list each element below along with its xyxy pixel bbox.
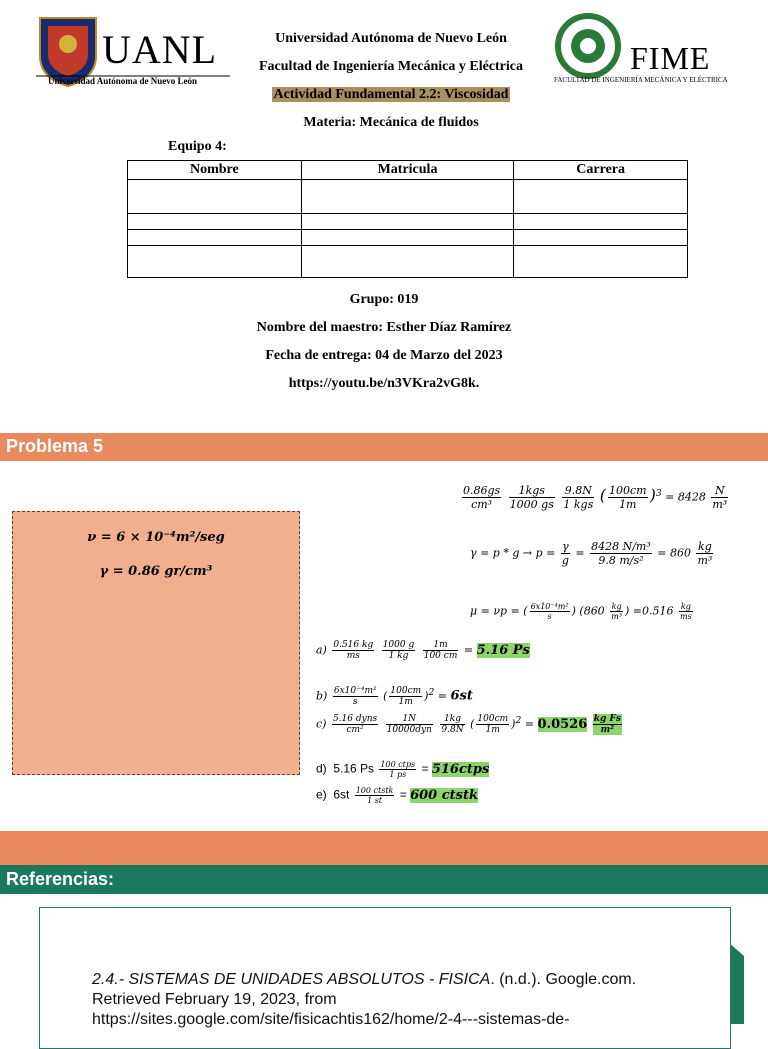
answer-a-label: a) xyxy=(316,643,327,657)
answer-d-result: 516ctps xyxy=(431,761,490,777)
table-cell xyxy=(128,214,302,230)
table-cell xyxy=(301,180,514,214)
answer-c-label: c) xyxy=(316,717,327,731)
table-cell xyxy=(514,230,688,246)
answer-d-label: d) xyxy=(316,761,327,776)
orange-divider-band xyxy=(0,831,768,865)
reference-entry xyxy=(92,970,712,1030)
table-row xyxy=(128,230,688,246)
uanl-logo-sub: Universidad Autónoma de Nuevo León xyxy=(48,76,198,86)
references-banner xyxy=(0,865,768,894)
answer-e-label: e) xyxy=(316,787,327,802)
teacher-name: Nombre del maestro: Esther Díaz Ramírez xyxy=(256,320,512,335)
table-cell xyxy=(514,246,688,278)
fime-logo-text: FIME xyxy=(630,40,711,76)
given-specific-weight: γ = 0.86 gr/cm³ xyxy=(99,564,213,579)
given-data-box xyxy=(12,511,300,775)
table-cell xyxy=(301,230,514,246)
university-name: Universidad Autónoma de Nuevo León xyxy=(275,31,507,46)
answer-d: d) 5.16 Ps $\frac{\text{100 ctps}}{1 ps}$ = 516ctps xyxy=(316,760,490,779)
table-cell xyxy=(128,180,302,214)
answer-b-result: 6st xyxy=(450,688,473,704)
table-cell xyxy=(514,214,688,230)
table-header-row xyxy=(128,161,688,180)
faculty-name: Facultad de Ingeniería Mecánica y Eléctrica xyxy=(259,59,523,74)
due-date: Fecha de entrega: 04 de Marzo del 2023 xyxy=(265,348,503,363)
answer-b-label: b) xyxy=(316,689,328,703)
answer-e-prefix: 6st xyxy=(333,787,350,802)
group-number: Grupo: 019 xyxy=(349,292,419,307)
fime-logo-sub: FACULTAD DE INGENIERÍA MECÁNICA Y ELÉCTRICA xyxy=(554,76,728,84)
table-cell xyxy=(301,246,514,278)
answer-a-result: 5.16 Ps xyxy=(476,642,530,658)
table-cell xyxy=(514,180,688,214)
equation-density: γ = p * g → p = $\frac{\gamma}{g}$ = $\frac{\text{8428 N/m³}}{\text{9.8 m/s²}}$ = 860 $\frac{kg}{\text{m³}}$ xyxy=(470,540,713,567)
reference-rest: . (n.d.). Google.com. xyxy=(490,971,637,988)
answer-d-prefix: 5.16 Ps xyxy=(333,761,375,776)
activity-title: Actividad Fundamental 2.2: Viscosidad xyxy=(273,87,509,102)
problem-banner xyxy=(0,433,768,461)
table-cell xyxy=(301,214,514,230)
answer-e-result: 600 ctstk xyxy=(410,787,478,803)
subject-label: Materia: Mecánica de fluidos xyxy=(303,115,479,130)
green-tab-decoration xyxy=(728,942,768,1024)
answer-c-result: 0.0526 xyxy=(537,716,588,732)
answer-c: c) $\frac{\text{5.16 dyns}}{\text{cm²}}$ $\frac{1N}{\text{10000dyn}}$ $\frac{1kg}{9.8N}$ ( $\frac{100cm}{1m}$ )$^2$ = 0.0526 $\frac{\text{kg Fs}}{\text{m²}}$ xyxy=(316,714,621,735)
given-viscosity: ν = 6 × 10⁻⁴m²/seg xyxy=(87,530,225,545)
column-header: Carrera xyxy=(514,161,688,180)
reference-url[interactable]: https://sites.google.com/site/fisicachtis162/home/2-4---sistemas-de- xyxy=(92,1011,570,1028)
team-table xyxy=(127,160,688,278)
answer-b: b) $\frac{\text{6x10⁻⁴m²}}{s}$ ( $\frac{100cm}{1m}$ )$^2$ = 6st xyxy=(316,686,473,707)
table-cell xyxy=(128,246,302,278)
team-label: Equipo 4: xyxy=(168,139,227,154)
equation-conversion: $\frac{0.86gs}{\text{cm³}}$ $\frac{\text{1kgs}}{1000 gs}$ $\frac{9.8N}{\text{1 kgs}}$ ( $\frac{100cm}{1m}$ )$^3$ = 8428 $\frac{N}{\text{m³}}$ xyxy=(463,484,728,511)
reference-title: 2.4.- SISTEMAS DE UNIDADES ABSOLUTOS - FISICA xyxy=(92,971,491,988)
uanl-logo-text: UANL xyxy=(102,27,218,72)
column-header: Matricula xyxy=(301,161,514,180)
answer-e: e) 6st $\frac{\text{100 ctstk}}{1 st}$ = 600 ctstk xyxy=(316,786,478,805)
table-row xyxy=(128,214,688,230)
video-link[interactable]: https://youtu.be/n3VKra2vG8k. xyxy=(288,376,480,391)
references-title: Referencias: xyxy=(6,869,115,889)
reference-card xyxy=(39,907,731,1049)
fime-logo xyxy=(552,10,736,90)
column-header: Nombre xyxy=(128,161,302,180)
answer-a: a) $\frac{0.516 kg}{ms}$ $\frac{1000 g}{1 kg}$ $\frac{1m}{100 cm}$ = 5.16 Ps xyxy=(316,640,530,661)
table-row xyxy=(128,180,688,214)
table-cell xyxy=(128,230,302,246)
equation-dynamic-viscosity: μ = νp = ( $\frac{\text{6x10⁻⁴m²}}{s}$ ) (860 $\frac{kg}{\text{m³}}$ ) =0.516 $\frac{kg}{ms}$ xyxy=(470,602,692,621)
reference-retrieved: Retrieved February 19, 2023, from xyxy=(92,991,337,1008)
problem-title: Problema 5 xyxy=(6,436,104,456)
uanl-logo xyxy=(36,12,230,88)
table-row xyxy=(128,246,688,278)
